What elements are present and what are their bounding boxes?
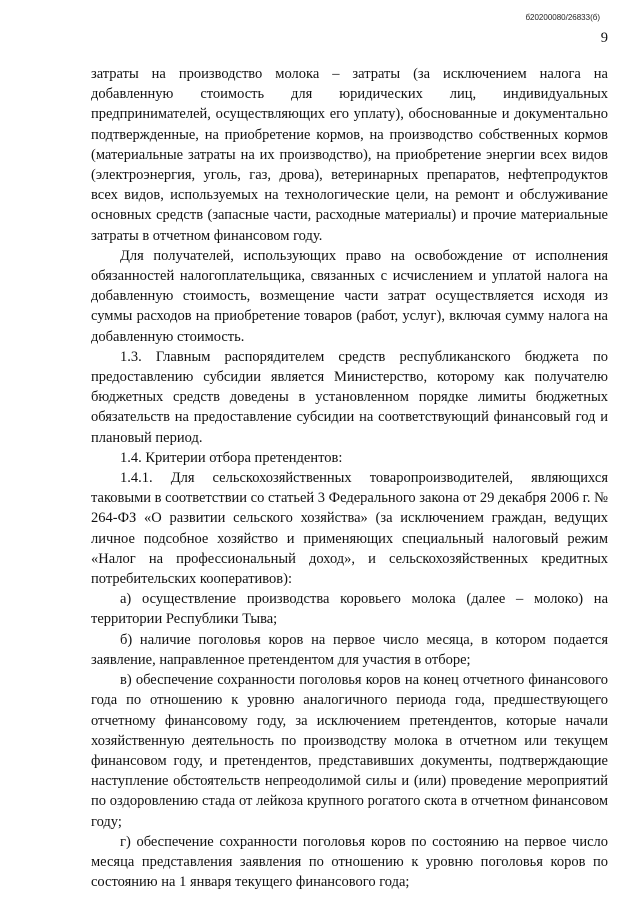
paragraph-vat-exemption: Для получателей, использующих право на освобождение от исполнения обязанностей налогоплательщика, связанных с исчислением и уплатой налога на добавленную стоимость, возмещение части затрат осуществляется исходя из суммы расходов на приобретение товаров (работ, услуг), включая сумму налога на добавленную стоимость. [91, 247, 608, 345]
paragraph-milk-costs: затраты на производство молока – затраты (за исключением налога на добавленную стоимость для юридических лиц, индивидуальных предпринимателей, осуществляющих его уплату), обоснованные и документально подтвержденные, на приобретение кормов, на производство собственных кормов (материальные затраты на их производство), на приобретение энергии всех видов (электроэнергия, уголь, газ, дрова), ветеринарных препаратов, нефтепродуктов всех видов, используемых на технологические цели, на ремонт и обслуживание основных средств (запасные части, расходные материалы) и прочие материальные затраты в отчетном финансовом году. [91, 66, 608, 244]
page-number: 9 [600, 30, 608, 46]
paragraph-1-4-1: 1.4.1. Для сельскохозяйственных товаропроизводителей, являющихся таковыми в соответствии со статьей 3 Федерального закона от 29 декабря 2006 г. № 264-ФЗ «О развитии сельского хозяйства» (за исключением граждан, ведущих личное подсобное хозяйство и применяющих специальный налоговый режим «Налог на профессиональный доход», и сельскохозяйственных кредитных потребительских кооперативов): [91, 470, 609, 588]
paragraph-1-4: 1.4. Критерии отбора претендентов: [120, 449, 343, 466]
document-id: б20200080/26833(б) [525, 13, 600, 22]
document-body [91, 64, 608, 892]
criterion-g: г) обеспечение сохранности поголовья коров по состоянию на первое число месяца представления заявления по отношению к уровню поголовья коров по состоянию на 1 января текущего финансового года; [91, 833, 608, 891]
criterion-v: в) обеспечение сохранности поголовья коров на конец отчетного финансового года по отношению к уровню аналогичного периода года, предшествующего отчетному финансовому году, за исключением претендентов, которые начали хозяйственную деятельность по производству молока в отчетном или текущем финансовом году, и претендентов, представивших документы, подтверждающие наступление обстоятельств непреодолимой силы и (или) проведение мероприятий по оздоровлению стада от лейкоза крупного рогатого скота в отчетном финансовом году; [91, 672, 608, 830]
criterion-a: а) осуществление производства коровьего молока (далее – молоко) на территории Республики Тыва; [91, 591, 608, 628]
criterion-b: б) наличие поголовья коров на первое число месяца, в котором подается заявление, направленное претендентом для участия в отборе; [91, 631, 608, 668]
paragraph-1-3: 1.3. Главным распорядителем средств республиканского бюджета по предоставлению субсидии является Министерство, которому как получателю бюджетных средств доведены в установленном порядке лимиты бюджетных обязательств на предоставление субсидии на соответствующий финансовый год и плановый период. [91, 348, 608, 446]
